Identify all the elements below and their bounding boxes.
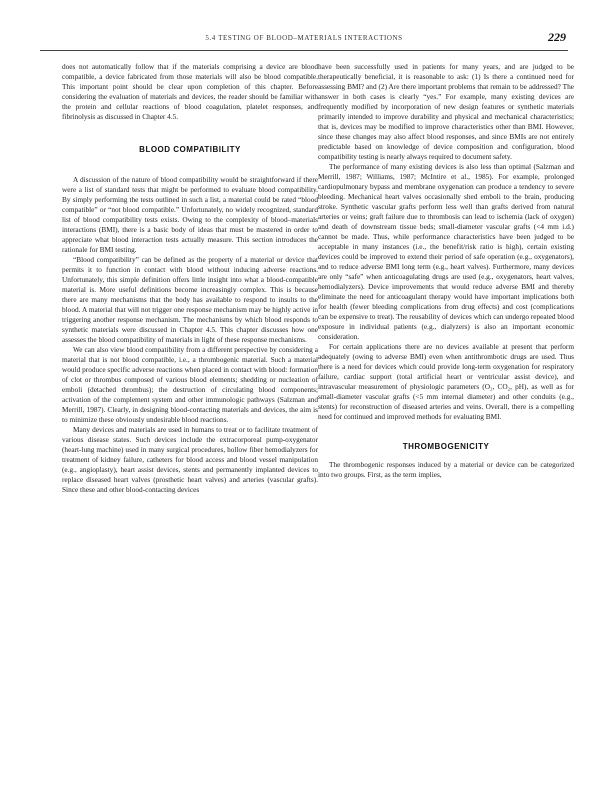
page-number: 229	[548, 30, 566, 44]
heading-blood-compatibility: BLOOD COMPATIBILITY	[139, 145, 241, 154]
intro-paragraph: does not automatically follow that if the materials comprising a device are blood compatible, a device fabricated from those materials will also be blood compatible. This important point should be clear upon completion of this chapter. Before considering the evaluation of materials and devices, the reader should be familiar with the protein and cellular reactions of blood coagulation, platelet responses, and fibrinolysis as discussed in Chapter 4.5.	[62, 62, 318, 121]
running-head: 5.4 TESTING OF BLOOD–MATERIALS INTERACTIONS	[205, 34, 403, 42]
body-paragraph: Many devices and materials are used in humans to treat or to facilitate treatment of various disease states. Such devices include the extracorporeal pump-oxygenator (heart-lung machine) used in many surgical procedures, hollow fiber hemodialyzers for treatment of kidney failure, catheters for blood access and blood vessel manipulation (e.g., angioplasty), heart assist devices, stents and permanently implanted devices to replace diseased heart valves (prosthetic heart valves) and arteries (vascular grafts). Since these and other blood-contacting devices	[62, 425, 318, 494]
page-header	[40, 30, 568, 51]
body-paragraph: The thrombogenic responses induced by a material or device can be categorized into two groups. First, as the term implies,	[318, 460, 574, 479]
body-paragraph: We can also view blood compatibility from a different perspective by considering a material that is not blood compatible, i.e., a thrombogenic material. Such a material would produce specific adverse reactions when placed in contact with blood: formation of clot or thrombus composed of various blood elements; shedding or nucleation of emboli (detached thrombus); the destruction of circulating blood components; activation of the complement system and other immunologic pathways (Salzman and Merrill, 1987). Clearly, in designing blood-contacting materials and devices, the aim is to minimize these obviously undesirable blood reactions.	[62, 345, 318, 424]
body-paragraph: For certain applications there are no devices available at present that perform adequately (owing to adverse BMI) even when antithrombotic drugs are used. Thus there is a need for devices which could provide long-term oxygenation for respiratory failure, cardiac support (total artificial heart or ventricular assist device), and intravascular measurement of physiologic parameters (O₂, CO₂, pH), as well as for small-diameter vascular grafts (<5 mm internal diameter) and other conduits (e.g., stents) for reconstruction of diseased arteries and veins. Overall, there is a compelling need for continued and improved methods for evaluating BMI.	[318, 342, 574, 421]
left-column	[62, 62, 318, 495]
body-paragraph: have been successfully used in patients for many years, and are judged to be therapeutically beneficial, it is reasonable to ask: (1) Is there a continued need for assessing BMI? and (2) Are there important problems that remain to be addressed? The answer in both cases is clearly “yes.” For example, many existing devices are frequently modified by incorporation of new design features or synthetic materials primarily intended to improve durability and physical and mechanical characteristics; that is, devices may be modified to improve characteristics other than BMI. However, since these changes may also affect blood responses, and since BMIs are not entirely predictable based on knowledge of device composition and configuration, blood compatibility testing is nearly always required to document safety.	[318, 62, 574, 161]
right-column	[318, 62, 574, 480]
body-paragraph: A discussion of the nature of blood compatibility would be straightforward if there were a list of standard tests that might be performed to evaluate blood compatibility. By simply performing the tests outlined in such a list, a material could be rated “blood compatible” or “not blood compatible.” Unfortunately, no widely recognized, standard list of blood compatibility tests exists. Owing to the complexity of blood–materials interactions (BMI), there is a basic body of ideas that must be mastered in order to appreciate what blood interaction tests actually measure. This section introduces the rationale for BMI testing.	[62, 175, 318, 254]
body-paragraph: “Blood compatibility” can be defined as the property of a material or device that permits it to function in contact with blood without inducing adverse reactions. Unfortunately, this simple definition offers little insight into what a blood-compatible material is. More useful definitions become increasingly complex. This is because there are many mechanisms that the body has available to respond to insults to the blood. A material that will not trigger one response mechanism may be highly active in triggering another response mechanism. The mechanisms by which blood responds to synthetic materials were discussed in Chapter 4.5. This chapter discusses how one assesses the blood compatibility of materials in light of these response mechanisms.	[62, 255, 318, 344]
heading-thrombogenicity: THROMBOGENICITY	[402, 442, 490, 451]
body-paragraph: The performance of many existing devices is also less than optimal (Salzman and Merrill, 1987; Williams, 1987; McIntire et al., 1985). For example, prolonged cardiopulmonary bypass and membrane oxygenation can produce a tendency to severe bleeding. Mechanical heart valves occasionally shed emboli to the brain, producing stroke. Synthetic vascular grafts perform less well than grafts derived from natural arteries or veins; graft failure due to thrombosis can lead to ischemia (lack of oxygen) and death of downstream tissue beds; small-diameter vascular grafts (<4 mm i.d.) cannot be made. Thus, while performance characteristics have been judged to be acceptable in many instances (i.e., the benefit/risk ratio is high), certain existing devices could be improved to extend their period of safe operation (e.g., oxygenators), and to reduce adverse BMI long term (e.g., heart valves). Furthermore, many devices are only “safe” when anticoagulating drugs are used (e.g., oxygenators, heart valves, hemodialyzers). Device improvements that would reduce adverse BMI and thereby eliminate the need for anticoagulant therapy would have important implications both for health (fewer bleeding complications from drug effects) and cost (complications can be expensive to treat). The reusability of devices which can undergo repeated blood exposure in individual patients (e.g., dialyzers) is also an important economic consideration.	[318, 162, 574, 341]
